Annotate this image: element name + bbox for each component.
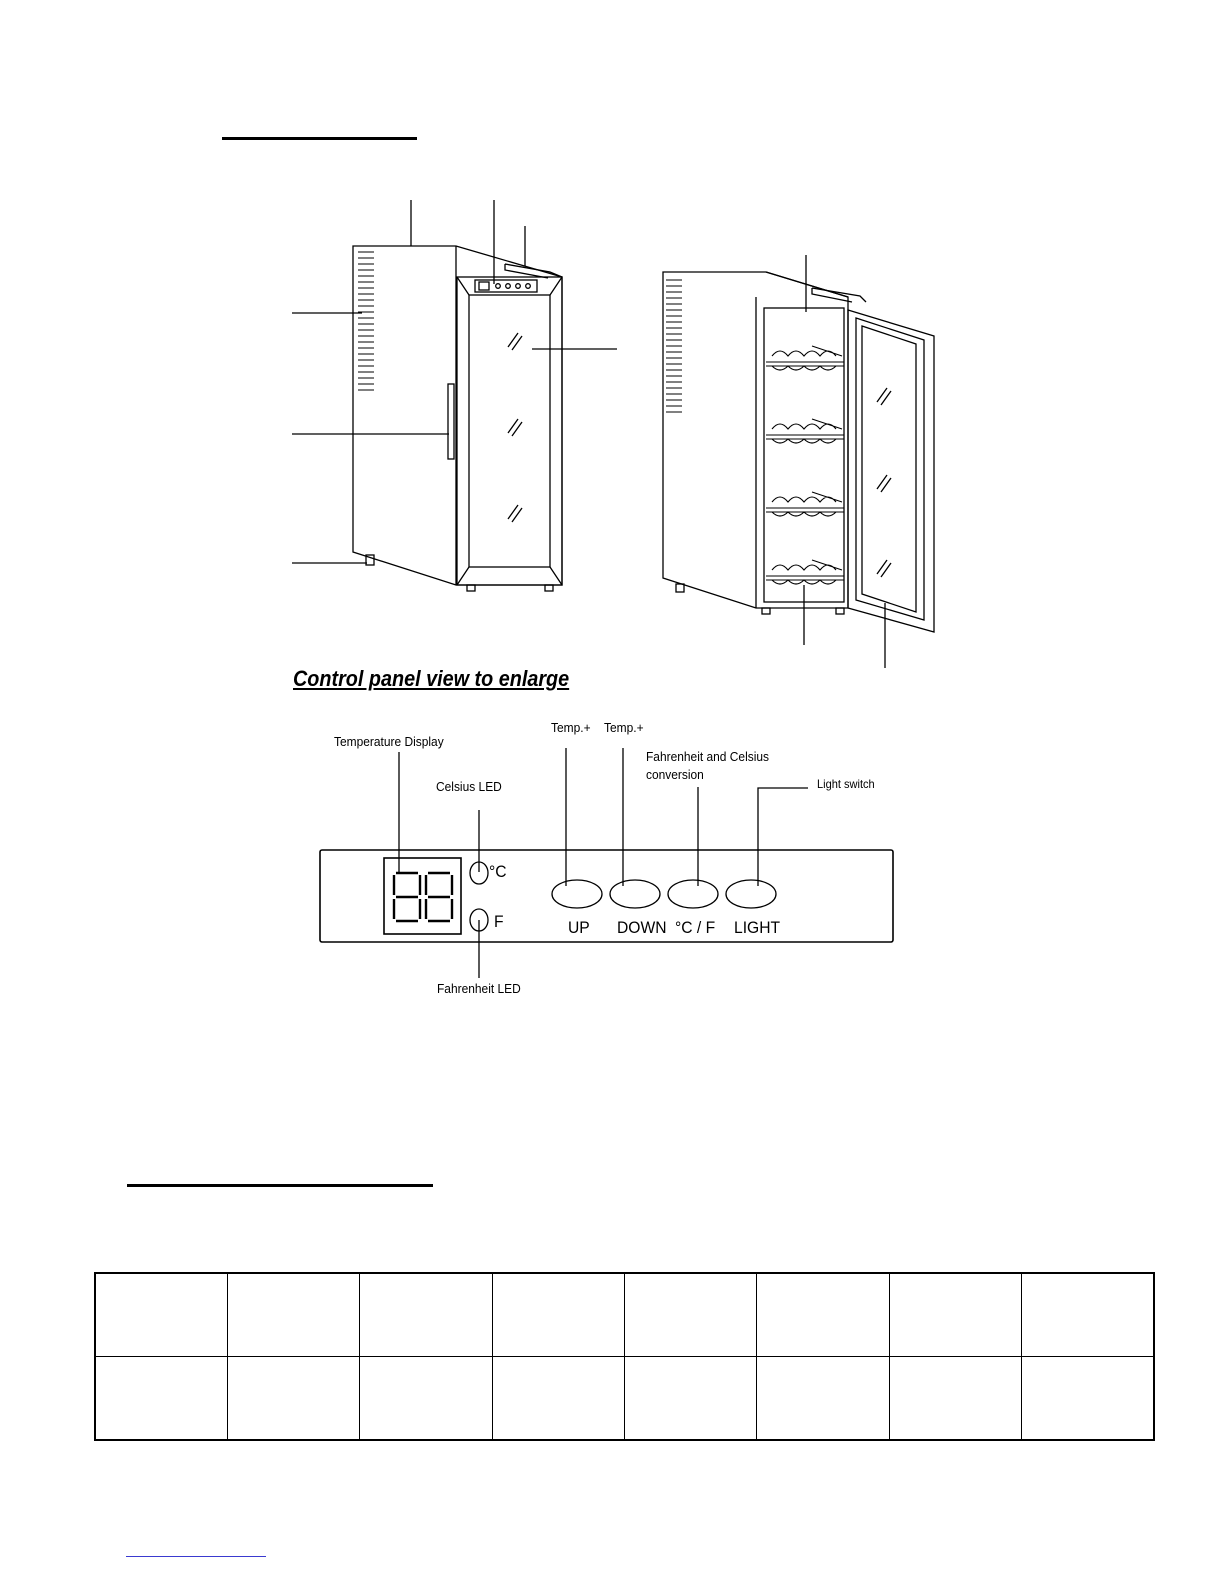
table-cell [625, 1273, 757, 1357]
cabinet-closed-illustration [292, 200, 617, 591]
table-cell [1022, 1273, 1154, 1357]
footer-link-underline [126, 1556, 266, 1557]
table-cell [889, 1273, 1021, 1357]
conversion-label-line1: Fahrenheit and Celsius [646, 749, 770, 764]
temp-up-label: Temp.+ [551, 720, 591, 735]
table-cell [227, 1273, 359, 1357]
temp-down-label: Temp.+ [604, 720, 644, 735]
temperature-display-label: Temperature Display [334, 734, 444, 749]
table-cell [95, 1273, 227, 1357]
table-cell [95, 1357, 227, 1441]
cf-button-shape [668, 880, 718, 908]
control-panel-title: Control panel view to enlarge [293, 666, 570, 691]
table-cell [492, 1357, 624, 1441]
light-button-label: LIGHT [734, 918, 781, 937]
table-cell [360, 1357, 492, 1441]
light-button-shape [726, 880, 776, 908]
seven-segment-display [394, 873, 452, 921]
down-button-label: DOWN [617, 918, 667, 937]
cabinet-open-illustration [663, 255, 934, 668]
light-switch-label: Light switch [817, 777, 875, 791]
section-heading-underline-2 [127, 1184, 433, 1187]
vent-slots [358, 252, 374, 390]
fahrenheit-led-label: Fahrenheit LED [437, 981, 521, 996]
celsius-led-label: Celsius LED [436, 779, 502, 794]
table-cell [360, 1273, 492, 1357]
down-button-shape [610, 880, 660, 908]
conversion-label-line2: conversion [646, 767, 704, 782]
table-cell [227, 1357, 359, 1441]
up-button-shape [552, 880, 602, 908]
table-cell [889, 1357, 1021, 1441]
table-row [95, 1273, 1154, 1357]
up-button-label: UP [568, 918, 590, 937]
control-panel-diagram [320, 748, 893, 978]
fahrenheit-unit-label: F [494, 912, 504, 931]
wine-shelves [766, 346, 844, 584]
table-row [95, 1357, 1154, 1441]
specification-table [94, 1272, 1155, 1441]
table-cell [1022, 1357, 1154, 1441]
table-cell [757, 1357, 889, 1441]
cf-button-label: °C / F [675, 918, 716, 937]
table-cell [757, 1273, 889, 1357]
table-cell [625, 1357, 757, 1441]
celsius-unit-label: °C [489, 862, 507, 881]
table-cell [492, 1273, 624, 1357]
